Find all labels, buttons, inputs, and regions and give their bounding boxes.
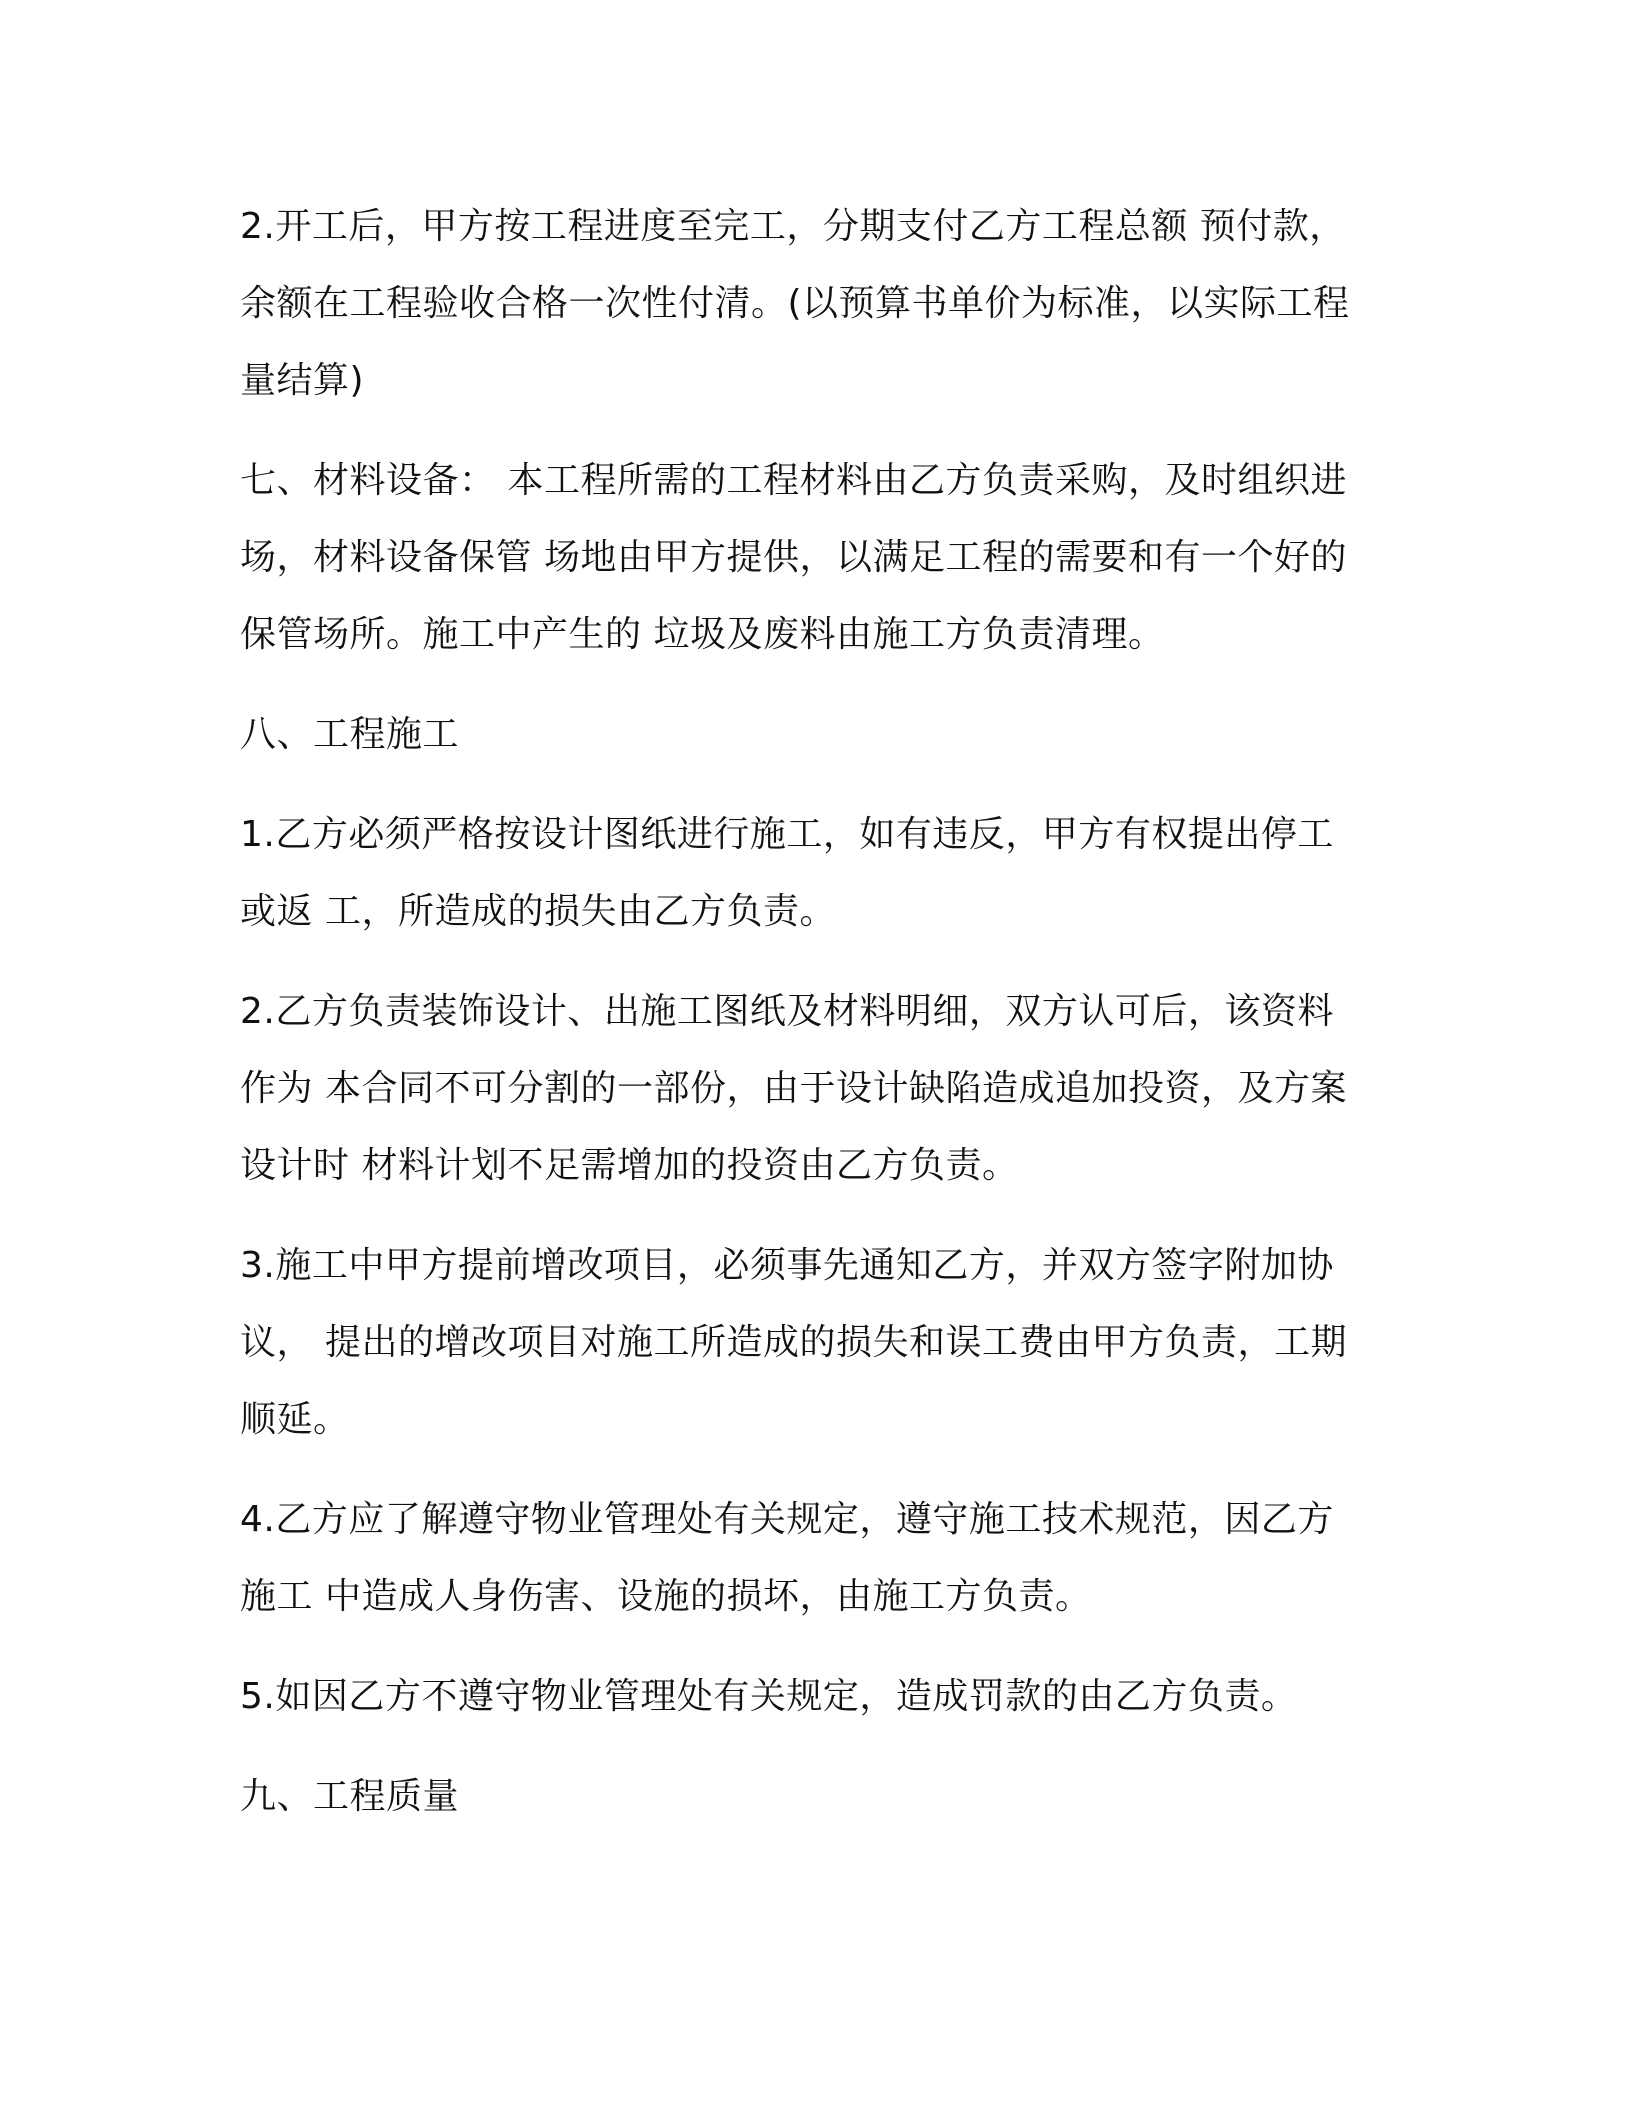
text-line: 议， 提出的增改项目对施工所造成的损失和误工费由甲方负责，工期 [240,1322,1347,1363]
text-line: 2.开工后，甲方按工程进度至完工，分期支付乙方工程总额 预付款， [240,206,1346,247]
text-line: 或返 工，所造成的损失由乙方负责。 [240,891,836,932]
text-line: 作为 本合同不可分割的一部份，由于设计缺陷造成追加投资，及方案 [240,1068,1347,1109]
text-line: 量结算) [240,360,365,401]
paragraph-payment-schedule [240,188,1380,419]
text-line: 设计时 材料计划不足需增加的投资由乙方负责。 [240,1145,1019,1186]
text-line: 七、材料设备： 本工程所需的工程材料由乙方负责采购，及时组织进 [240,460,1347,501]
text-line: 顺延。 [240,1399,350,1440]
text-line: 场，材料设备保管 场地由甲方提供，以满足工程的需要和有一个好的 [240,537,1347,578]
paragraph-construction-item-4 [240,1481,1380,1635]
section-heading-quality [240,1758,1380,1835]
text-line: 3.施工中甲方提前增改项目，必须事先通知乙方，并双方签字附加协 [240,1245,1334,1286]
text-line: 施工 中造成人身伤害、设施的损坏，由施工方负责。 [240,1576,1092,1617]
text-line: 5.如因乙方不遵守物业管理处有关规定，造成罚款的由乙方负责。 [240,1676,1298,1717]
text-line: 1.乙方必须严格按设计图纸进行施工，如有违反，甲方有权提出停工 [240,814,1334,855]
heading-text: 八、工程施工 [240,714,460,755]
section-heading-construction [240,696,1380,773]
heading-text: 九、工程质量 [240,1776,460,1817]
paragraph-construction-item-1 [240,796,1380,950]
text-line: 4.乙方应了解遵守物业管理处有关规定，遵守施工技术规范，因乙方 [240,1499,1334,1540]
text-line: 保管场所。施工中产生的 垃圾及废料由施工方负责清理。 [240,614,1165,655]
text-line: 余额在工程验收合格一次性付清。(以预算书单价为标准，以实际工程 [240,283,1350,324]
paragraph-materials-equipment [240,442,1380,673]
paragraph-construction-item-2 [240,973,1380,1204]
document-body [240,188,1380,1858]
text-line: 2.乙方负责装饰设计、出施工图纸及材料明细，双方认可后，该资料 [240,991,1334,1032]
paragraph-construction-item-3 [240,1227,1380,1458]
paragraph-construction-item-5 [240,1658,1380,1735]
